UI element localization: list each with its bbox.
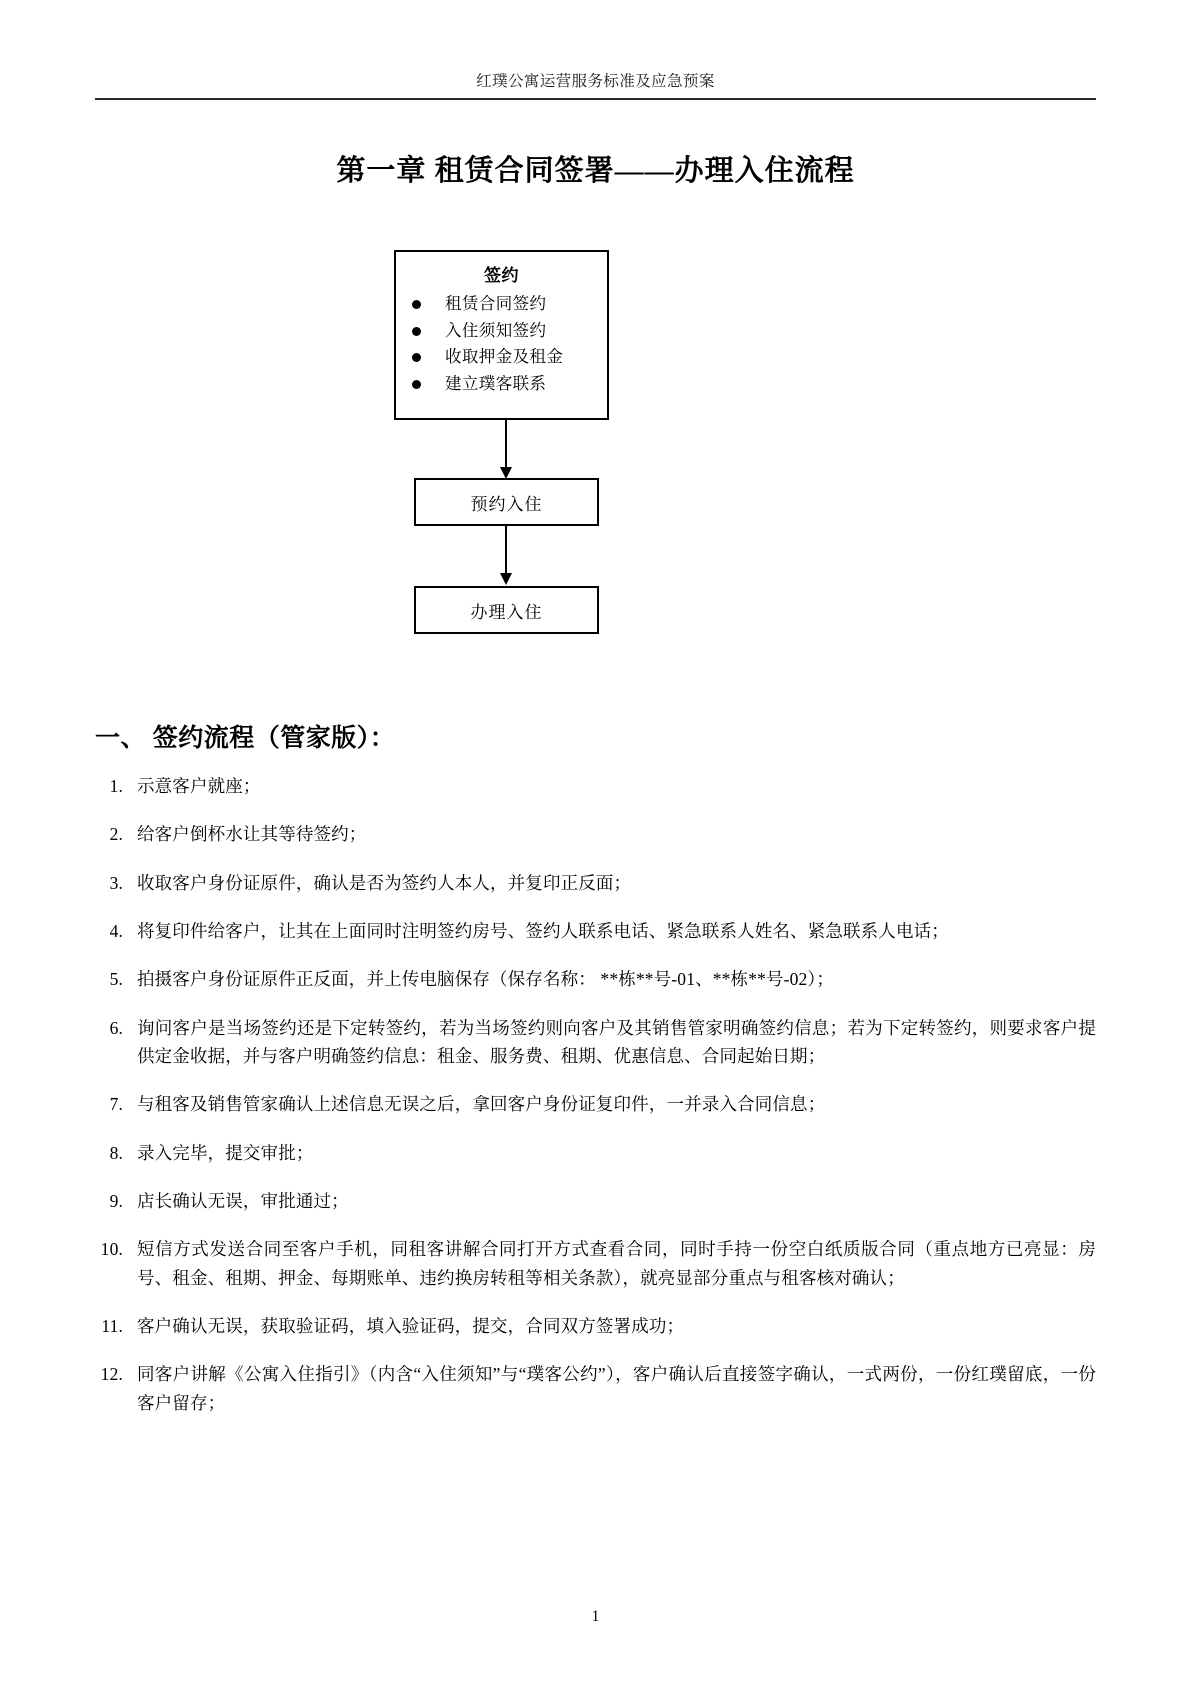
bullet-dot-icon [412,327,421,336]
list-item [95,1014,1096,1071]
running-header-text: 红璞公寓运营服务标准及应急预案 [476,73,715,90]
steps-list [95,772,1096,1437]
step-text: 给客户倒杯水让其等待签约； [137,824,367,845]
step-text: 同客户讲解《公寓入住指引》（内含“入住须知”与“璞客公约”），客户确认后直接签字确认，一式两份，一份红璞留底，一份客户留存； [137,1364,1096,1413]
step-text: 店长确认无误，审批通过； [137,1191,349,1212]
list-item [412,291,607,318]
chapter-title: 第一章 租赁合同签署——办理入住流程 [336,155,855,187]
list-item [412,318,607,345]
list-item [95,1187,1096,1215]
section-heading: 一、 签约流程（管家版）： [95,725,396,752]
bullet-label: 入住须知签约 [445,320,547,340]
list-item [95,1360,1096,1417]
bullet-dot-icon [412,353,421,362]
page-number: 1 [591,1608,600,1625]
running-header [95,72,1096,100]
list-item [412,371,607,398]
step-number: 10. [100,1239,123,1260]
step-number: 1. [109,776,123,796]
step-number: 4. [109,921,123,942]
flowchart-node-reserve: 预约入住 [414,478,599,526]
bullet-label: 租赁合同签约 [445,294,547,313]
bullet-dot-icon [412,380,421,389]
step-text: 与租客及销售管家确认上述信息无误之后，拿回客户身份证复印件，一并录入合同信息； [137,1094,826,1115]
list-item [95,1312,1096,1340]
bullet-label: 建立璞客联系 [445,374,547,394]
list-item [95,869,1096,897]
arrow-head-icon [500,573,512,585]
flowchart-arrow-reserve-to-checkin [505,526,507,574]
list-item [95,917,1096,945]
flowchart-node-checkin: 办理入住 [414,586,599,634]
step-text: 客户确认无误，获取验证码，填入验证码，提交，合同双方签署成功； [137,1316,685,1337]
step-text: 录入完毕，提交审批； [137,1142,314,1163]
step-number: 9. [109,1191,123,1212]
list-item [95,820,1096,848]
step-text: 示意客户就座； [137,776,261,796]
step-text: 短信方式发送合同至客户手机，同租客讲解合同打开方式查看合同，同时手持一份空白纸质版合同（重点地方已亮显：房号、租金、租期、押金、每期账单、违约换房转租等相关条款），就亮显部分重点与租客核对确认； [137,1239,1096,1288]
step-text: 将复印件给客户，让其在上面同时注明签约房号、签约人联系电话、紧急联系人姓名、紧急联系人电话； [137,921,949,942]
flowchart-node-signing-title: 签约 [484,266,519,285]
step-number: 3. [109,872,123,893]
bullet-dot-icon [412,300,421,309]
step-number: 2. [109,824,123,845]
step-number: 7. [109,1094,123,1115]
step-text: 询问客户是当场签约还是下定转签约，若为当场签约则向客户及其销售管家明确签约信息；若为下定转签约，则要求客户提供定金收据，并与客户明确签约信息：租金、服务费、租期、优惠信息、合同起始日期； [137,1017,1096,1067]
list-item [95,1139,1096,1167]
flowchart-node-signing-bullets [396,291,607,398]
list-item [95,1090,1096,1118]
step-number: 11. [101,1316,123,1337]
process-flowchart [0,246,1191,646]
step-text: 拍摄客户身份证原件正反面，并上传电脑保存（保存名称： **栋**号-01、**栋**号-02）； [137,969,834,990]
list-item [95,965,1096,993]
flowchart-arrow-signing-to-reserve [505,420,507,468]
bullet-label: 收取押金及租金 [445,347,564,367]
flowchart-node-signing [394,250,609,420]
step-number: 6. [109,1017,123,1038]
list-item [95,1235,1096,1292]
list-item [412,344,607,371]
list-item [95,772,1096,800]
step-number: 5. [109,969,123,990]
header-divider [95,98,1096,100]
step-number: 12. [100,1364,123,1385]
step-number: 8. [109,1142,123,1163]
step-text: 收取客户身份证原件，确认是否为签约人本人，并复印正反面； [137,872,632,893]
